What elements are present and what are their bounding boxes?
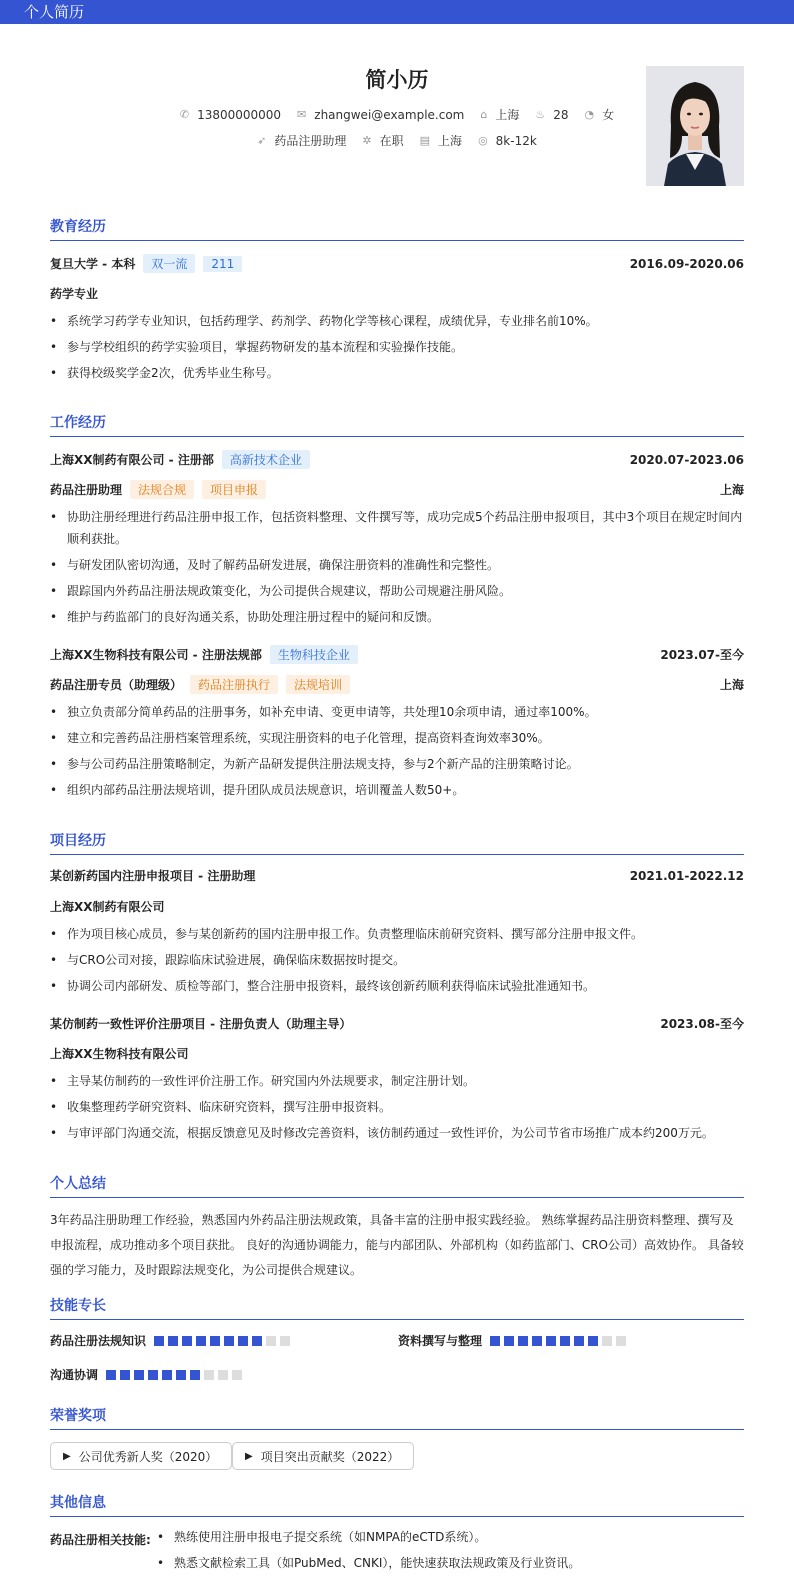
coin-icon: ◎ [478, 134, 488, 147]
play-icon: ▶ [245, 1450, 253, 1462]
project-date: 2021.01-2022.12 [629, 868, 744, 883]
skill-level-dot [210, 1336, 220, 1346]
skill-level-dot [280, 1336, 290, 1346]
summary-text: 3年药品注册助理工作经验，熟悉国内外药品注册法规政策，具备丰富的注册申报实践经验。 熟练掌握药品注册资料整理、撰写及申报流程，成功推动多个项目获批。 良好的沟通协调能力，能与内部团队、外部机构（如药监部门、CRO公司）高效协作。 具备较强的学习能力，及时跟踪法规变化，为公司提供合规建议。 [50, 1213, 744, 1277]
list-item: • 参与公司药品注册策略制定，为新产品研发提供注册法规支持，参与2个新产品的注册策略讨论。 [50, 753, 744, 775]
honor-text: 公司优秀新人奖（2020） [78, 1449, 218, 1464]
building-icon: ▤ [419, 134, 431, 147]
education-header [50, 254, 744, 273]
work-date: 2023.07-至今 [660, 648, 744, 662]
education-tag: 211 [203, 256, 242, 272]
send-icon: ➶ [257, 134, 267, 147]
skill-level-dot [204, 1370, 214, 1380]
role-tag: 项目申报 [202, 480, 266, 499]
status-item [362, 132, 403, 149]
skill-level-dot [252, 1336, 262, 1346]
work-role [50, 675, 744, 694]
company-name: 上海XX生物科技有限公司 - 注册法规部 [50, 648, 262, 662]
skill-level-dot [532, 1336, 542, 1346]
list-item: • 协调公司内部研发、质检等部门，整合注册申报资料，最终该创新药顺利获得临床试验批准通知书。 [50, 975, 744, 997]
skill-level-dot [148, 1370, 158, 1380]
skill-level-bar [106, 1370, 246, 1380]
avatar-illustration [646, 66, 744, 186]
list-item: • 组织内部药品注册法规培训，提升团队成员法规意识，培训覆盖人数50+。 [50, 779, 744, 801]
candidate-name: 简小历 [365, 68, 429, 92]
target-city-item [420, 132, 462, 149]
skill-level-dot [266, 1336, 276, 1346]
skill-level-dot [560, 1336, 570, 1346]
email-item [297, 108, 464, 122]
project-header [50, 867, 744, 884]
education-bullets [50, 310, 744, 388]
section-title-summary: 个人总结 [50, 1173, 744, 1198]
project-bullets [50, 1070, 744, 1148]
work-role [50, 480, 744, 499]
gender-icon: ◔ [584, 108, 595, 121]
skill-level-dot [490, 1336, 500, 1346]
age-item [535, 108, 568, 122]
list-item: • 跟踪国内外药品注册法规政策变化，为公司提供合规建议，帮助公司规避注册风险。 [50, 580, 744, 602]
list-item: • 熟练使用注册申报电子提交系统（如NMPA的eCTD系统）。 [157, 1526, 744, 1548]
other-bullets [157, 1526, 744, 1578]
skill-level-dot [218, 1370, 228, 1380]
honor-badge [232, 1442, 414, 1470]
list-item: • 与研发团队密切沟通，及时了解药品研发进展，确保注册资料的准确性和完整性。 [50, 554, 744, 576]
skill-level-dot [616, 1336, 626, 1346]
work-date: 2020.07-2023.06 [629, 452, 744, 467]
mail-icon: ✉ [297, 108, 307, 121]
project-bullets [50, 923, 744, 1001]
phone-item [180, 108, 281, 122]
section-title-education: 教育经历 [50, 216, 744, 241]
list-item: • 熟悉文献检索工具（如PubMed、CNKI），能快速获取法规政策及行业资讯。 [157, 1552, 744, 1574]
skill-level-dot [120, 1370, 130, 1380]
project-company: 上海XX制药有限公司 [50, 900, 165, 914]
city-item [480, 106, 519, 123]
role-tag: 药品注册执行 [190, 675, 278, 694]
list-item: • 协助注册经理进行药品注册申报工作，包括资料整理、文件撰写等，成功完成5个药品注册申报项目，其中3个项目在规定时间内顺利获批。 [50, 506, 744, 550]
section-title-other: 其他信息 [50, 1492, 744, 1517]
page-header-title: 个人简历 [24, 3, 85, 21]
other-label: 药品注册相关技能: [50, 1533, 151, 1547]
list-item: • 与审评部门沟通交流，根据反馈意见及时修改完善资料，该仿制药通过一致性评价，为公司节省市场推广成本约200万元。 [50, 1122, 744, 1144]
education-date: 2016.09-2020.06 [629, 256, 744, 271]
profile-photo [646, 66, 744, 186]
skill-level-dot [190, 1370, 200, 1380]
salary-text: 8k-12k [495, 133, 537, 148]
list-item: • 系统学习药学专业知识，包括药理学、药剂学、药物化学等核心课程，成绩优异，专业排名前10%。 [50, 310, 744, 332]
skill-level-dot [182, 1336, 192, 1346]
position-text: 药品注册助理 [274, 134, 347, 148]
project-date: 2023.08-至今 [660, 1017, 744, 1031]
honor-badge [50, 1442, 232, 1470]
skill-level-dot [162, 1370, 172, 1380]
cake-icon: ♨ [535, 108, 546, 121]
skill-level-dot [588, 1336, 598, 1346]
skill-name: 资料撰写与整理 [398, 1334, 483, 1348]
email-text: zhangwei@example.com [314, 107, 465, 122]
skill-level-dot [574, 1336, 584, 1346]
company-tag: 高新技术企业 [222, 450, 310, 469]
salary-item [478, 134, 537, 148]
company-tag: 生物科技企业 [270, 645, 358, 664]
list-item: • 主导某仿制药的一致性评价注册工作。研究国内外法规要求，制定注册计划。 [50, 1070, 744, 1092]
phone-text: 13800000000 [197, 107, 282, 122]
list-item: • 维护与药监部门的良好沟通关系，协助处理注册过程中的疑问和反馈。 [50, 606, 744, 628]
section-title-honors: 荣誉奖项 [50, 1405, 744, 1430]
list-item: • 收集整理药学研究资料、临床研究资料，撰写注册申报资料。 [50, 1096, 744, 1118]
work-location: 上海 [719, 483, 744, 497]
school-name: 复旦大学 - 本科 [50, 257, 136, 271]
skill-level-dot [224, 1336, 234, 1346]
list-item: • 与CRO公司对接，跟踪临床试验进展，确保临床数据按时提交。 [50, 949, 744, 971]
project-header [50, 1015, 744, 1032]
work-bullets [50, 506, 744, 632]
skill-level-dot [168, 1336, 178, 1346]
skill-item [398, 1332, 630, 1349]
age-text: 28 [553, 107, 569, 122]
skill-name: 药品注册法规知识 [50, 1334, 147, 1348]
target-city-text: 上海 [438, 134, 463, 148]
status-icon: ✲ [362, 134, 372, 147]
honor-text: 项目突出贡献奖（2022） [260, 1449, 400, 1464]
section-title-skills: 技能专长 [50, 1295, 744, 1320]
skill-item [50, 1332, 294, 1349]
project-name: 某仿制药一致性评价注册项目 - 注册负责人（助理主导） [50, 1017, 352, 1031]
top-bar [0, 0, 794, 24]
education-tag: 双一流 [143, 254, 195, 273]
work-location: 上海 [719, 678, 744, 692]
gender-item [585, 106, 615, 123]
skill-level-dot [176, 1370, 186, 1380]
status-text: 在职 [379, 134, 404, 148]
company-name: 上海XX制药有限公司 - 注册部 [50, 453, 214, 467]
skill-level-dot [134, 1370, 144, 1380]
position-item [257, 132, 346, 149]
skill-level-bar [490, 1336, 630, 1346]
section-title-project: 项目经历 [50, 830, 744, 855]
role-tag: 法规合规 [130, 480, 194, 499]
work-bullets [50, 701, 744, 805]
play-icon: ▶ [63, 1450, 71, 1462]
skill-level-dot [154, 1336, 164, 1346]
skill-level-dot [106, 1370, 116, 1380]
project-name: 某创新药国内注册申报项目 - 注册助理 [50, 869, 256, 883]
role-title: 药品注册助理 [50, 483, 123, 497]
list-item: • 参与学校组织的药学实验项目，掌握药物研发的基本流程和实验操作技能。 [50, 336, 744, 358]
list-item: • 作为项目核心成员，参与某创新药的国内注册申报工作。负责整理临床前研究资料、撰写部分注册申报文件。 [50, 923, 744, 945]
skill-level-dot [232, 1370, 242, 1380]
education-major: 药学专业 [50, 287, 99, 301]
skill-level-dot [518, 1336, 528, 1346]
list-item: • 获得校级奖学金2次，优秀毕业生称号。 [50, 362, 744, 384]
project-company: 上海XX生物科技有限公司 [50, 1047, 189, 1061]
work-header [50, 645, 744, 664]
role-tag: 法规培训 [286, 675, 350, 694]
skill-level-dot [602, 1336, 612, 1346]
city-text: 上海 [495, 108, 520, 122]
skill-level-dot [238, 1336, 248, 1346]
skill-name: 沟通协调 [50, 1368, 99, 1382]
skill-level-bar [154, 1336, 294, 1346]
list-item: • 建立和完善药品注册档案管理系统，实现注册资料的电子化管理，提高资料查询效率30%。 [50, 727, 744, 749]
skill-level-dot [546, 1336, 556, 1346]
skill-level-dot [196, 1336, 206, 1346]
section-title-work: 工作经历 [50, 412, 744, 437]
phone-icon: ✆ [179, 108, 190, 121]
work-header [50, 450, 744, 469]
list-item: • 独立负责部分简单药品的注册事务，如补充申请、变更申请等，共处理10余项申请，通过率100%。 [50, 701, 744, 723]
skill-level-dot [504, 1336, 514, 1346]
skill-item [50, 1366, 246, 1383]
gender-text: 女 [602, 108, 615, 122]
home-icon: ⌂ [480, 108, 488, 121]
role-title: 药品注册专员（助理级） [50, 678, 183, 692]
